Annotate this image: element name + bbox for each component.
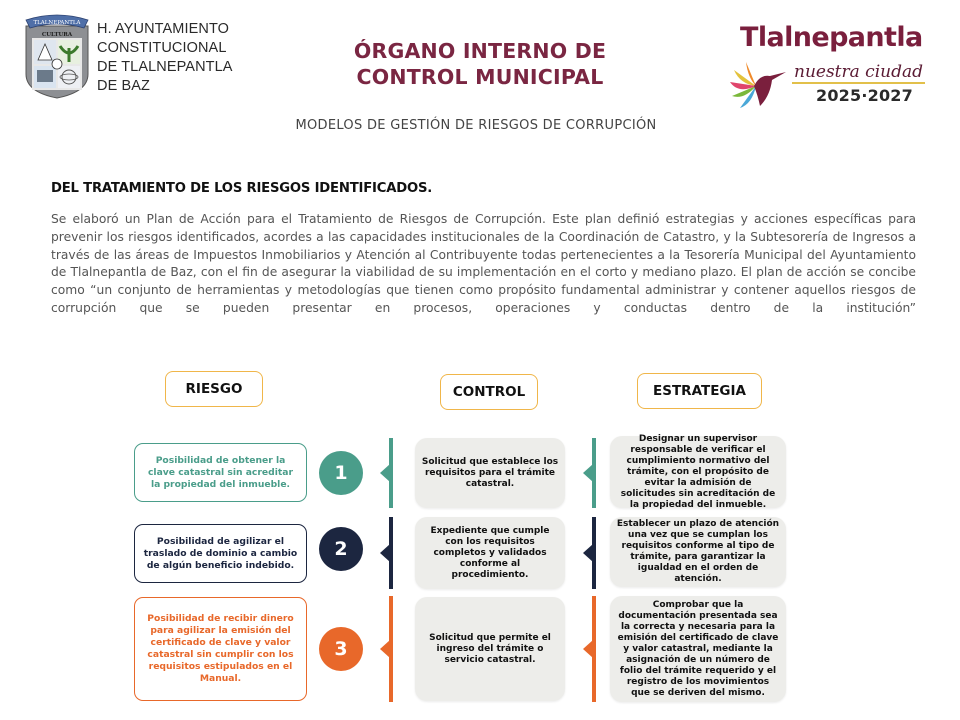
office-title-line: CONTROL MUNICIPAL [356,65,604,89]
strategy-box-1: Designar un supervisor responsable de verificar el cumplimiento normativo del trámite, con el propósito de evitar la admisión de solicitudes sin acreditación de la propiedad del inmueble. [610,436,786,508]
brand-tagline: nuestra ciudad [794,62,923,82]
municipality-line: H. AYUNTAMIENTO [97,21,230,37]
column-header-control: CONTROL [440,374,538,410]
municipality-name [97,20,233,96]
step-number-2: 2 [319,527,363,571]
brand-logo [722,20,952,120]
strategy-box-2: Establecer un plazo de atención una vez que se cumplan los requisitos conforme al tipo de trámite, para garantizar la igualdad en el orden de atención. [610,517,786,587]
office-title-line: ÓRGANO INTERNO DE [353,39,607,63]
brand-name: Tlalnepantla [740,22,923,53]
arrow-notch-icon [583,640,593,658]
crest-shield-icon [22,12,92,100]
svg-text:TLALNEPANTLA: TLALNEPANTLA [33,20,81,26]
section-paragraph: Se elaboró un Plan de Acción para el Tratamiento de Riesgos de Corrupción. Este plan definió estrategias y acciones específicas para prevenir los riesgos identificados, acordes a las capacidades institucionales de la Coordinación de Catastro, y la Subtesorería de Ingresos a través de las áreas de Impuestos Inmobiliarios y Atención al Contribuyente todas pertenecientes a la Tesorería Municipal del Ayuntamiento de Tlalnepantla de Baz, con el fin de asegurar la viabilidad de su implementación en el corto y mediano plazo. El plan de acción se concibe como “un conjunto de herramientas y metodologías que tienen como propósito fundamental administrar y contener aquellos riesgos de corrupción que se pueden presentar en procesos, operaciones y conductas dentro de la institución” [51,212,916,315]
strategy-box-3: Comprobar que la documentación presentada sea la correcta y necesaria para la emisión del certificado de clave y valor catastral, mediante la asignación de un número de folio del trámite requerido y el registro de los movimientos que se deriven del mismo. [610,596,786,702]
step-number-1: 1 [319,451,363,495]
document-subtitle: MODELOS DE GESTIÓN DE RIESGOS DE CORRUPCIÓN [295,118,657,133]
control-box-3: Solicitud que permite el ingreso del trámite o servicio catastral. [415,597,565,701]
svg-text:CULTURA: CULTURA [41,32,73,38]
arrow-notch-icon [583,464,593,482]
risk-box-2: Posibilidad de agilizar el traslado de dominio a cambio de algún beneficio indebido. [134,524,307,583]
arrow-notch-icon [380,640,390,658]
control-box-2: Expediente que cumple con los requisitos completos y validados conforme al procedimiento. [415,517,565,589]
brand-years: 2025·2027 [816,86,913,105]
risk-box-3: Posibilidad de recibir dinero para agilizar la emisión del certificado de clave y valor catastral sin cumplir con los requisitos estipulados en el Manual. [134,597,307,701]
connector-bar-2b [592,517,596,589]
connector-bar-3b [592,596,596,702]
connector-bar-1a [389,438,393,508]
arrow-notch-icon [583,544,593,562]
step-number-3: 3 [319,627,363,671]
connector-bar-2a [389,517,393,589]
section-heading: DEL TRATAMIENTO DE LOS RIESGOS IDENTIFICADOS. [51,181,433,196]
municipality-line: DE TLALNEPANTLA [97,59,233,75]
connector-bar-1b [592,438,596,508]
column-header-strategy: ESTRATEGIA [637,373,762,409]
municipality-line: CONSTITUCIONAL [97,40,227,56]
municipality-line: DE BAZ [97,78,150,94]
arrow-notch-icon [380,464,390,482]
office-title [300,38,660,90]
column-header-risk: RIESGO [165,371,263,407]
hummingbird-icon [726,56,788,116]
arrow-notch-icon [380,544,390,562]
municipal-crest-logo [22,12,92,100]
connector-bar-3a [389,596,393,702]
risk-box-1: Posibilidad de obtener la clave catastral sin acreditar la propiedad del inmueble. [134,443,307,502]
control-box-1: Solicitud que establece los requisitos para el trámite catastral. [415,438,565,508]
